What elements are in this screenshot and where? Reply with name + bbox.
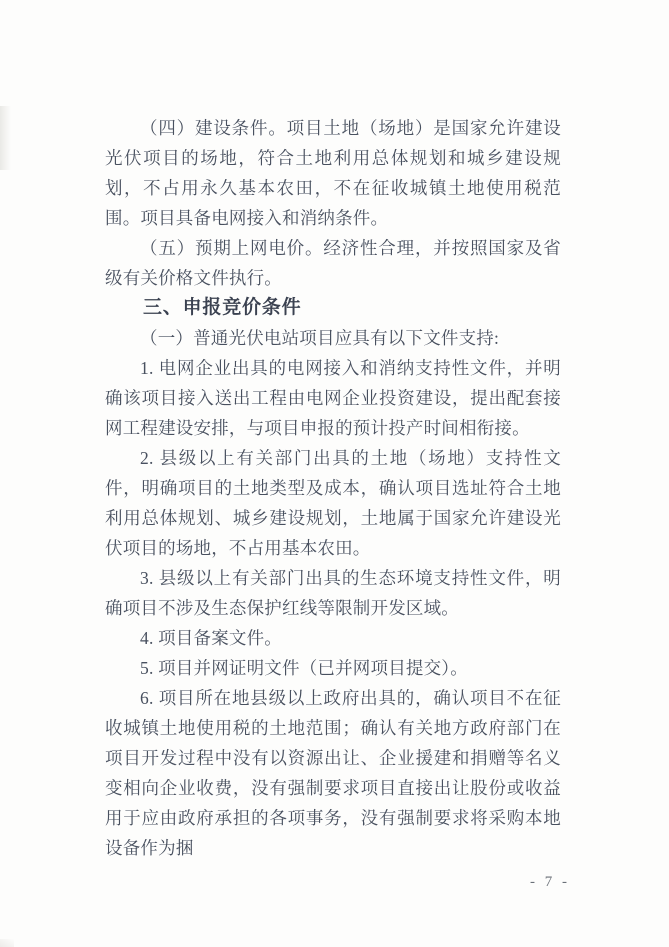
scan-edge-artifact-bottom: [0, 939, 14, 947]
paragraph-item-5-grid-connection-proof: 5. 项目并网证明文件（已并网项目提交）。: [140, 658, 468, 678]
section-heading-bidding-conditions: 三、申报竞价条件: [143, 297, 302, 318]
document-body: [105, 113, 561, 863]
paragraph-clause-5-expected-grid-price: （五）预期上网电价。经济性合理，并按照国家及省级有关价格文件执行。: [105, 238, 561, 288]
paragraph-item-3-ecological-support: 3. 县级以上有关部门出具的生态环境支持性文件，明确项目不涉及生态保护红线等限制开发区域。: [105, 568, 561, 618]
paragraph-clause-4-construction-conditions: （四）建设条件。项目土地（场地）是国家允许建设光伏项目的场地，符合土地利用总体规划和城乡建设规划，不占用永久基本农田，不在征收城镇土地使用税范围。项目具备电网接入和消纳条件。: [105, 118, 561, 228]
paragraph-item-1-grid-connection-support: 1. 电网企业出具的电网接入和消纳支持性文件，并明确该项目接入送出工程由电网企业投资建设，提出配套接网工程建设安排，与项目申报的预计投产时间相衔接。: [105, 358, 561, 438]
paragraph-item-intro-required-documents: （一）普通光伏电站项目应具有以下文件支持:: [140, 328, 500, 348]
paragraph-item-2-land-support: 2. 县级以上有关部门出具的土地（场地）支持性文件，明确项目的土地类型及成本，确认项目选址符合土地利用总体规划、城乡建设规划，土地属于国家允许建设光伏项目的场地，不占用基本农田。: [105, 448, 561, 558]
scan-edge-artifact-left: [0, 106, 11, 170]
paragraph-item-6-government-confirmation: 6. 项目所在地县级以上政府出具的，确认项目不在征收城镇土地使用税的土地范围；确认有关地方政府部门在项目开发过程中没有以资源出让、企业援建和捐赠等名义变相向企业收费，没有强制要求项目直接出让股份或收益用于应由政府承担的各项事务，没有强制要求将采购本地设备作为捆: [105, 688, 561, 858]
paragraph-item-4-project-filing: 4. 项目备案文件。: [140, 628, 282, 648]
page-number: - 7 -: [530, 874, 570, 890]
